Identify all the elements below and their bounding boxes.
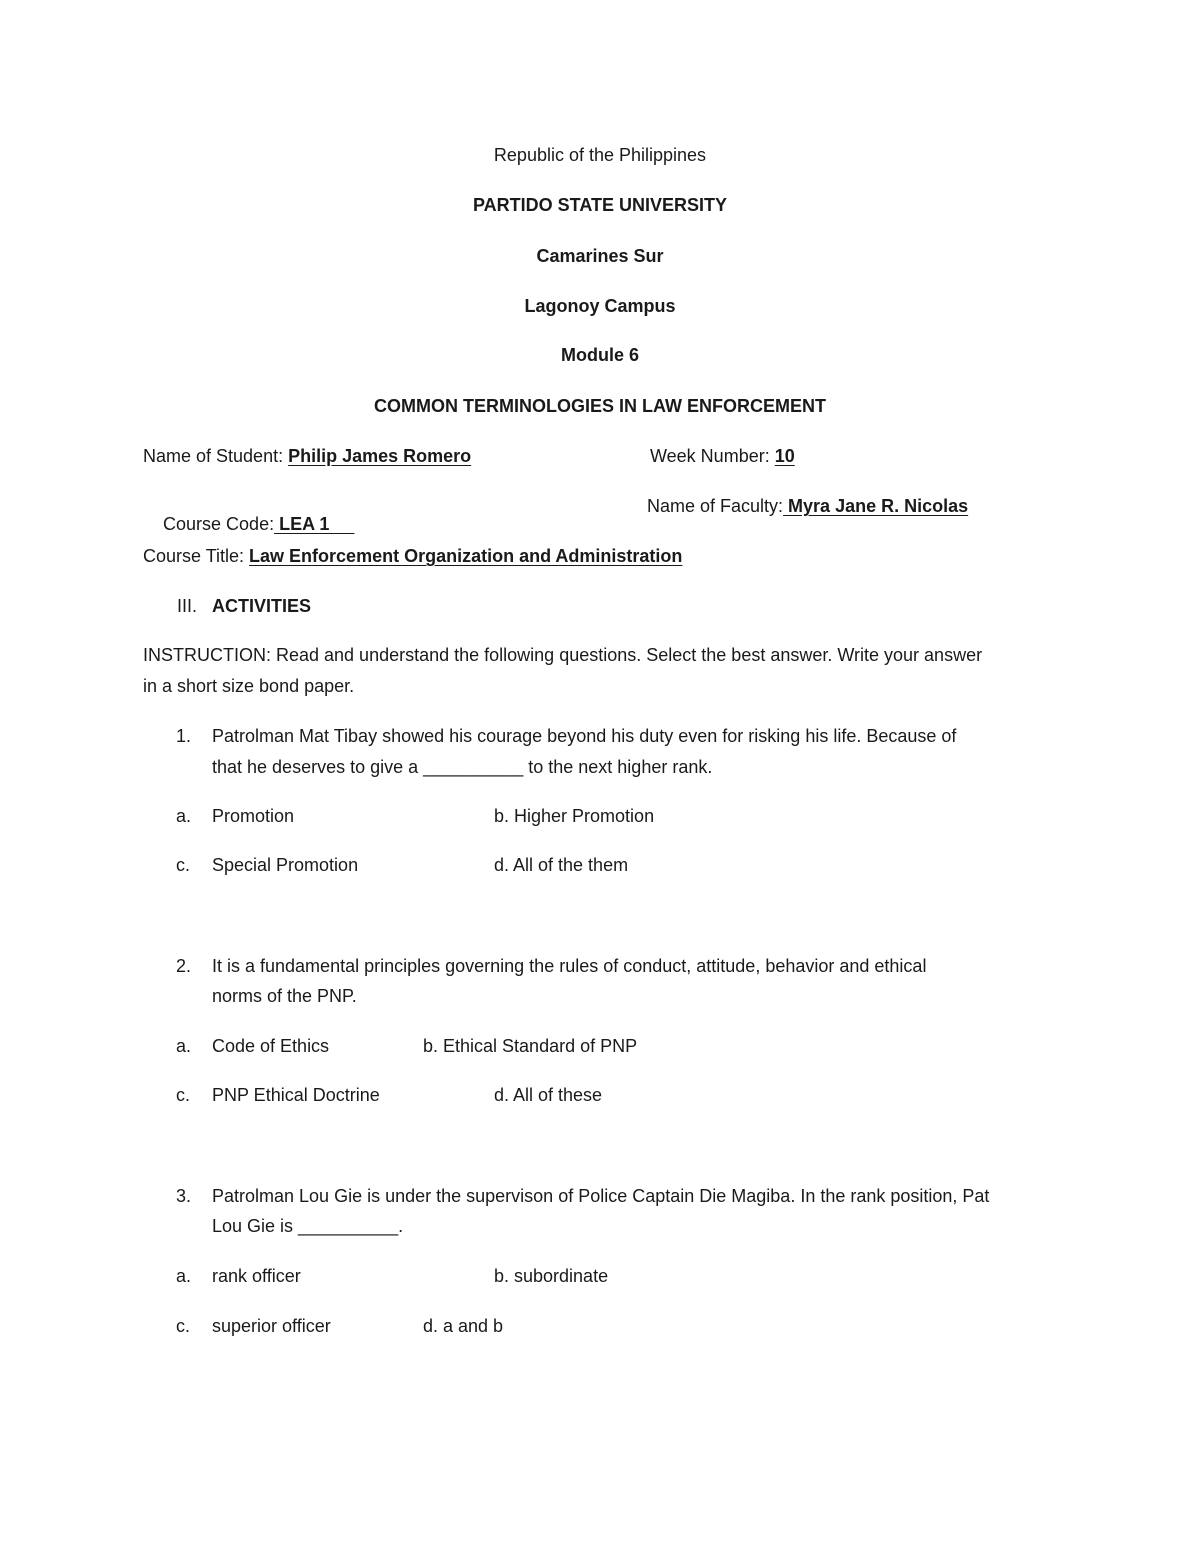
course-title-label: Course Title:: [143, 546, 250, 566]
option-c-label: c.: [176, 855, 191, 875]
option-b: b. Higher Promotion: [494, 806, 655, 826]
option-c: Special Promotion: [212, 855, 359, 875]
question-text-line-1: It is a fundamental principles governing the rules of conduct, attitude, behavior and ethical: [212, 956, 927, 976]
week-label: Week Number:: [650, 446, 775, 466]
course-code-label: Course Code:: [163, 514, 275, 534]
course-code: LEA 1: [274, 514, 355, 534]
faculty-label: Name of Faculty:: [647, 496, 784, 516]
option-d: d. All of the them: [494, 855, 629, 875]
instruction-line-2: in a short size bond paper.: [143, 676, 355, 696]
student-name-row: [143, 447, 471, 465]
instruction-line-1: INSTRUCTION: Read and understand the following questions. Select the best answer. Write your answer: [143, 645, 983, 665]
option-a-label: a.: [176, 806, 192, 826]
student-label: Name of Student:: [143, 446, 289, 466]
question-text-line-2: that he deserves to give a __________ to the next higher rank.: [212, 757, 713, 777]
option-c-label: c.: [176, 1085, 191, 1105]
option-b: b. subordinate: [494, 1266, 609, 1286]
question-text-line-2: Lou Gie is __________.: [212, 1216, 404, 1236]
question-text-line-2: norms of the PNP.: [212, 986, 357, 1006]
section-title: ACTIVITIES: [212, 596, 312, 616]
option-d: d. a and b: [423, 1316, 504, 1336]
option-a: Code of Ethics: [212, 1036, 330, 1056]
question-number: 1.: [176, 726, 192, 746]
module-heading: Module 6: [560, 345, 639, 365]
option-a: Promotion: [212, 806, 295, 826]
section-numeral: III.: [177, 596, 198, 616]
option-a: rank officer: [212, 1266, 301, 1286]
week-number-row: [650, 447, 795, 465]
week-number: 10: [774, 446, 795, 466]
faculty-name: Myra Jane R. Nicolas: [783, 496, 969, 516]
province-heading: Camarines Sur: [536, 246, 664, 266]
topic-heading: COMMON TERMINOLOGIES IN LAW ENFORCEMENT: [374, 396, 826, 416]
option-c-label: c.: [176, 1316, 191, 1336]
course-title-row: [143, 547, 682, 565]
faculty-row: [647, 497, 968, 515]
option-a-label: a.: [176, 1036, 192, 1056]
question-number: 3.: [176, 1186, 192, 1206]
course-code-row: [143, 497, 354, 551]
question-number: 2.: [176, 956, 192, 976]
question-text-line-1: Patrolman Lou Gie is under the supervison of Police Captain Die Magiba. In the rank position, Pat: [212, 1186, 990, 1206]
student-name: Philip James Romero: [288, 446, 472, 466]
option-c: PNP Ethical Doctrine: [212, 1085, 380, 1105]
university-heading: PARTIDO STATE UNIVERSITY: [472, 195, 727, 215]
course-title: Law Enforcement Organization and Administration: [249, 546, 683, 566]
question-text-line-1: Patrolman Mat Tibay showed his courage beyond his duty even for risking his life. Because of: [212, 726, 957, 746]
campus-heading: Lagonoy Campus: [524, 296, 676, 316]
option-b: b. Ethical Standard of PNP: [423, 1036, 638, 1056]
republic-heading: Republic of the Philippines: [493, 145, 707, 165]
option-c: superior officer: [212, 1316, 331, 1336]
option-a-label: a.: [176, 1266, 192, 1286]
option-d: d. All of these: [494, 1085, 603, 1105]
